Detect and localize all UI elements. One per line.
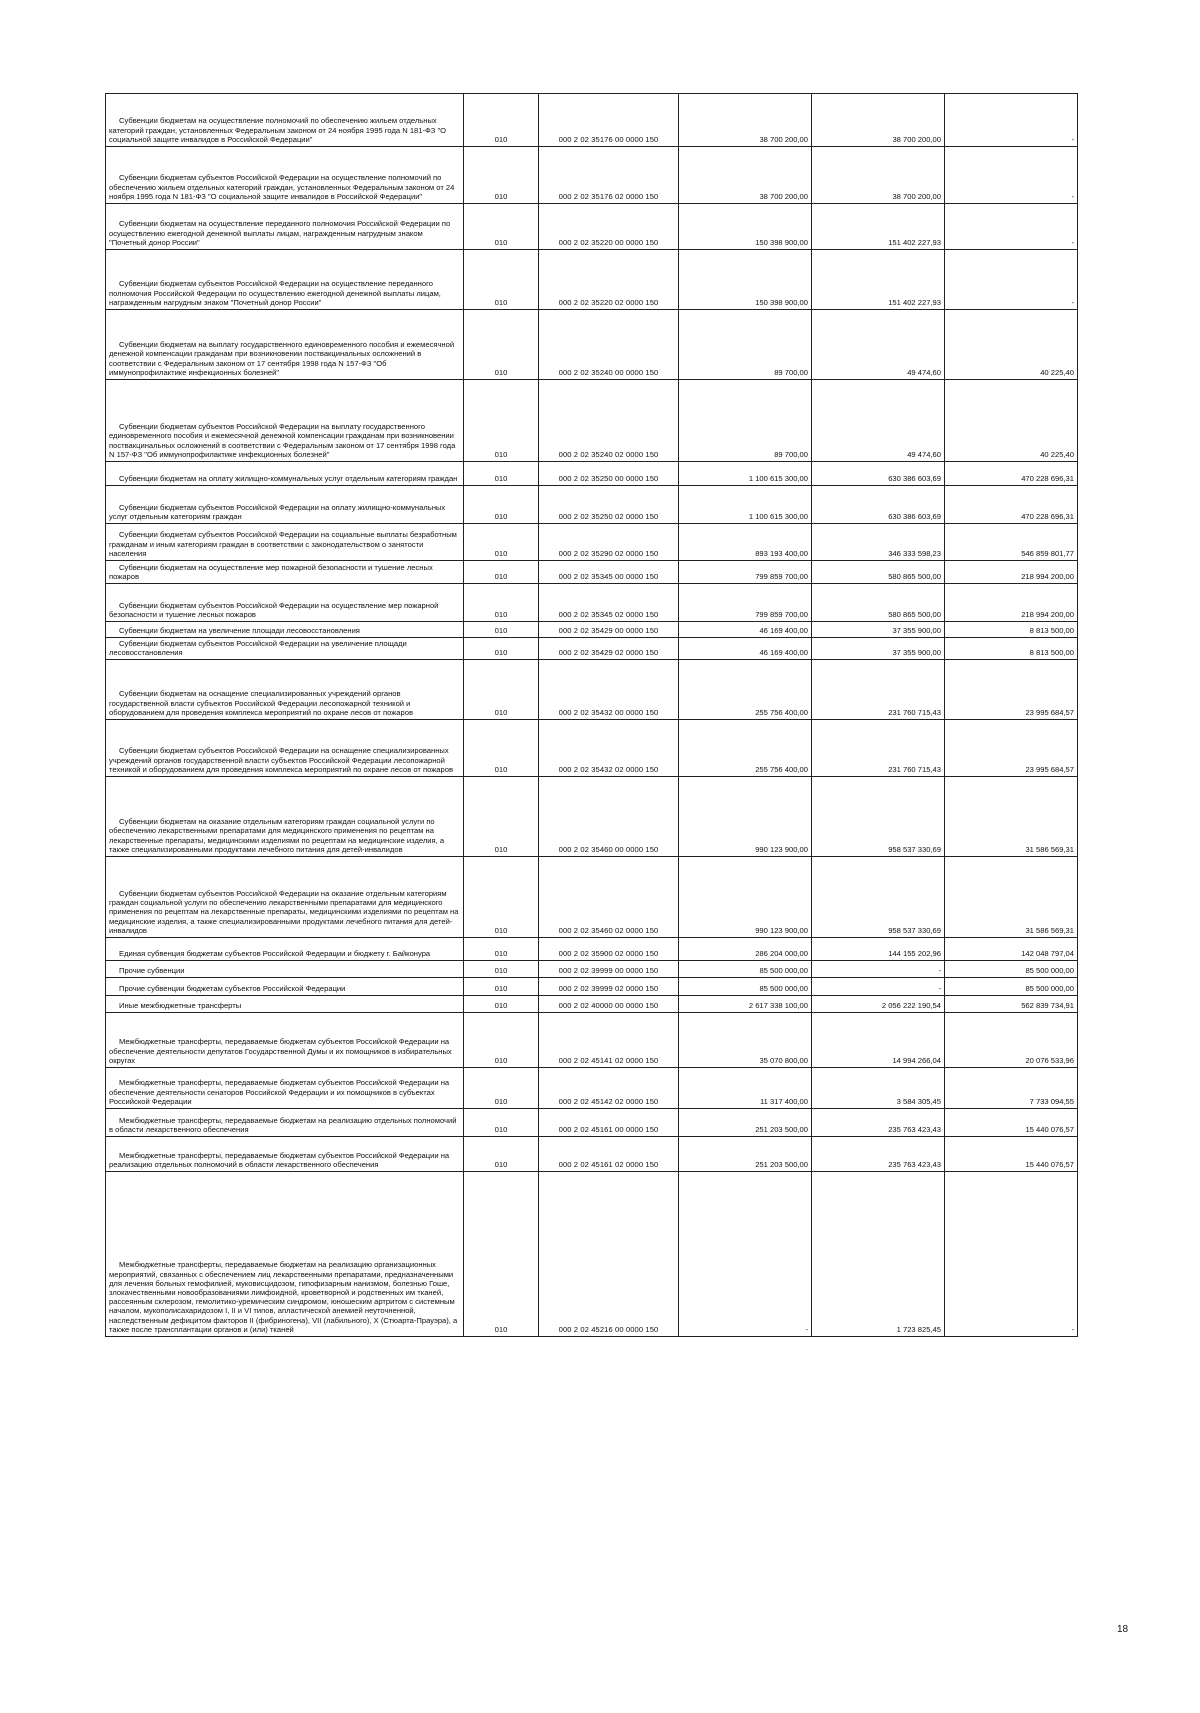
row-name-cell (106, 561, 464, 584)
row-name-text: Субвенции бюджетам на осуществление полномочий по обеспечению жильем отдельных категорий граждан, установленных Федеральным законом от 24 ноября 1995 года N 181-ФЗ "О социальной защите инвалидов в Российской Федерации" (109, 116, 447, 144)
row-name-cell (106, 857, 464, 938)
table-row (106, 380, 1078, 462)
row-name-text: Субвенции бюджетам на оказание отдельным категориям граждан социальной услуги по обеспечению лекарственными препаратами для медицинского применения по рецептам на лекарственные препараты, медицинскими изделиями по рецептам на медицинские изделия, а также специализированными продуктами лечебного питания для детей-инвалидов (109, 817, 445, 854)
row-executed-cell: 151 402 227,93 (812, 204, 945, 250)
row-executed-cell: 235 763 423,43 (812, 1109, 945, 1137)
row-unexecuted-cell: - (945, 147, 1078, 204)
row-name-text: Прочие субвенции бюджетам субъектов Российской Федерации (119, 983, 346, 993)
row-unexecuted-cell: - (945, 94, 1078, 147)
row-approved-cell: 251 203 500,00 (679, 1109, 812, 1137)
row-kbk-cell: 000 2 02 35432 02 0000 150 (539, 720, 679, 777)
row-name-text: Субвенции бюджетам субъектов Российской Федерации на осуществление мер пожарной безопасности и тушение лесных пожаров (109, 600, 439, 619)
row-name-text: Субвенции бюджетам субъектов Российской Федерации на оснащение специализированных учреждений органов государственной власти субъектов Российской Федерации лесопожарной техникой и оборудованием для проведения комплекса мероприятий по охране лесов от пожаров (109, 746, 454, 774)
row-kbk-cell: 000 2 02 45142 02 0000 150 (539, 1068, 679, 1109)
table-row (106, 1013, 1078, 1068)
row-name-cell (106, 1109, 464, 1137)
row-unexecuted-cell: 142 048 797,04 (945, 938, 1078, 961)
row-name-cell (106, 622, 464, 638)
row-code-cell: 010 (464, 1013, 539, 1068)
row-code-cell: 010 (464, 204, 539, 250)
row-unexecuted-cell: 15 440 076,57 (945, 1109, 1078, 1137)
row-approved-cell: 1 100 615 300,00 (679, 462, 812, 486)
row-name-text: Субвенции бюджетам на осуществление переданного полномочия Российской Федерации по осуществлению ежегодной денежной выплаты лицам, награжденным нагрудным знаком "Почетный донор России" (109, 219, 451, 247)
row-executed-cell: 630 386 603,69 (812, 462, 945, 486)
row-executed-cell: 630 386 603,69 (812, 486, 945, 524)
row-approved-cell: 38 700 200,00 (679, 94, 812, 147)
row-approved-cell: 46 169 400,00 (679, 638, 812, 660)
row-approved-cell: 150 398 900,00 (679, 250, 812, 310)
row-code-cell: 010 (464, 996, 539, 1013)
row-approved-cell: 2 617 338 100,00 (679, 996, 812, 1013)
budget-execution-table (105, 93, 1078, 1337)
row-kbk-cell: 000 2 02 35290 02 0000 150 (539, 524, 679, 561)
table-row (106, 978, 1078, 996)
row-name-cell (106, 380, 464, 462)
row-code-cell: 010 (464, 584, 539, 622)
row-unexecuted-cell: - (945, 204, 1078, 250)
row-code-cell: 010 (464, 1109, 539, 1137)
table-row (106, 204, 1078, 250)
row-name-text: Межбюджетные трансферты, передаваемые бюджетам субъектов Российской Федерации на реализацию отдельных полномочий в области лекарственного обеспечения (109, 1150, 450, 1169)
row-code-cell: 010 (464, 524, 539, 561)
row-code-cell: 010 (464, 961, 539, 978)
row-approved-cell: 255 756 400,00 (679, 720, 812, 777)
row-name-cell (106, 1172, 464, 1337)
row-approved-cell: 150 398 900,00 (679, 204, 812, 250)
row-kbk-cell: 000 2 02 35240 02 0000 150 (539, 380, 679, 462)
table-row (106, 486, 1078, 524)
row-unexecuted-cell: 8 813 500,00 (945, 638, 1078, 660)
row-kbk-cell: 000 2 02 35432 00 0000 150 (539, 660, 679, 720)
row-executed-cell: 49 474,60 (812, 310, 945, 380)
row-name-text: Единая субвенция бюджетам субъектов Российской Федерации и бюджету г. Байконура (119, 948, 431, 958)
row-executed-cell: 2 056 222 190,54 (812, 996, 945, 1013)
row-approved-cell: 89 700,00 (679, 310, 812, 380)
row-executed-cell: 37 355 900,00 (812, 622, 945, 638)
row-executed-cell: 958 537 330,69 (812, 777, 945, 857)
row-kbk-cell: 000 2 02 39999 02 0000 150 (539, 978, 679, 996)
row-executed-cell: 580 865 500,00 (812, 584, 945, 622)
row-executed-cell: 144 155 202,96 (812, 938, 945, 961)
row-code-cell: 010 (464, 978, 539, 996)
row-kbk-cell: 000 2 02 35250 00 0000 150 (539, 462, 679, 486)
row-name-cell (106, 462, 464, 486)
row-approved-cell: 89 700,00 (679, 380, 812, 462)
row-executed-cell: 151 402 227,93 (812, 250, 945, 310)
row-code-cell: 010 (464, 250, 539, 310)
row-name-text: Субвенции бюджетам субъектов Российской Федерации на осуществление полномочий по обеспечению жильем отдельных категорий граждан, установленных Федеральным законом от 24 ноября 1995 года N 181-ФЗ "О социальной защите инвалидов в Российской Федерации" (109, 173, 455, 201)
row-code-cell: 010 (464, 462, 539, 486)
row-name-text: Прочие субвенции (119, 965, 185, 975)
row-code-cell: 010 (464, 938, 539, 961)
row-unexecuted-cell: 470 228 696,31 (945, 486, 1078, 524)
row-unexecuted-cell: 15 440 076,57 (945, 1137, 1078, 1172)
row-unexecuted-cell: 85 500 000,00 (945, 961, 1078, 978)
row-approved-cell: 251 203 500,00 (679, 1137, 812, 1172)
row-executed-cell: - (812, 961, 945, 978)
row-kbk-cell: 000 2 02 35220 00 0000 150 (539, 204, 679, 250)
row-name-text: Субвенции бюджетам субъектов Российской Федерации на оказание отдельным категориям граждан социальной услуги по обеспечению лекарственными препаратами для медицинского применения по рецептам на лекарственные препараты, медицинскими изделиями по рецептам на медицинские изделия, а также специализированными продуктами лечебного питания для детей-инвалидов (109, 888, 459, 935)
row-unexecuted-cell: - (945, 250, 1078, 310)
row-kbk-cell: 000 2 02 35900 02 0000 150 (539, 938, 679, 961)
row-kbk-cell: 000 2 02 35220 02 0000 150 (539, 250, 679, 310)
row-approved-cell: 85 500 000,00 (679, 961, 812, 978)
row-name-text: Межбюджетные трансферты, передаваемые бюджетам субъектов Российской Федерации на обеспечение деятельности сенаторов Российской Федерации и их помощников в субъектах Российской Федерации (109, 1078, 450, 1106)
row-approved-cell: 286 204 000,00 (679, 938, 812, 961)
table-row (106, 996, 1078, 1013)
row-approved-cell: 990 123 900,00 (679, 857, 812, 938)
row-name-text: Субвенции бюджетам на осуществление мер пожарной безопасности и тушение лесных пожаров (109, 562, 433, 581)
row-executed-cell: 580 865 500,00 (812, 561, 945, 584)
row-unexecuted-cell: 8 813 500,00 (945, 622, 1078, 638)
table-row (106, 524, 1078, 561)
table-row (106, 622, 1078, 638)
row-name-text: Субвенции бюджетам на увеличение площади лесовосстановления (119, 625, 360, 635)
row-unexecuted-cell: 85 500 000,00 (945, 978, 1078, 996)
row-name-cell (106, 1013, 464, 1068)
table-row (106, 938, 1078, 961)
row-approved-cell: 35 070 800,00 (679, 1013, 812, 1068)
row-executed-cell: 14 994 266,04 (812, 1013, 945, 1068)
row-unexecuted-cell: 218 994 200,00 (945, 584, 1078, 622)
row-code-cell: 010 (464, 147, 539, 204)
row-name-cell (106, 978, 464, 996)
row-code-cell: 010 (464, 310, 539, 380)
row-code-cell: 010 (464, 561, 539, 584)
row-unexecuted-cell: 20 076 533,96 (945, 1013, 1078, 1068)
row-kbk-cell: 000 2 02 35240 00 0000 150 (539, 310, 679, 380)
row-name-cell (106, 961, 464, 978)
row-code-cell: 010 (464, 660, 539, 720)
row-code-cell: 010 (464, 1172, 539, 1337)
row-executed-cell: 38 700 200,00 (812, 147, 945, 204)
row-approved-cell: - (679, 1172, 812, 1337)
table-row (106, 857, 1078, 938)
table-row (106, 94, 1078, 147)
page-number: 18 (1117, 1624, 1129, 1635)
row-code-cell: 010 (464, 380, 539, 462)
row-approved-cell: 799 859 700,00 (679, 584, 812, 622)
row-name-text: Субвенции бюджетам субъектов Российской Федерации на социальные выплаты безработным гражданам и иным категориям граждан в соответствии с законодательством о занятости населения (109, 530, 457, 558)
row-name-text: Иные межбюджетные трансферты (119, 1000, 242, 1010)
row-kbk-cell: 000 2 02 40000 00 0000 150 (539, 996, 679, 1013)
row-code-cell: 010 (464, 777, 539, 857)
row-unexecuted-cell: 7 733 094,55 (945, 1068, 1078, 1109)
row-name-text: Субвенции бюджетам субъектов Российской Федерации на осуществление переданного полномочия Российской Федерации по осуществлению ежегодной денежной выплаты лицам, награжденным нагрудным знаком "Почетный донор России" (109, 279, 441, 307)
row-name-cell (106, 524, 464, 561)
row-approved-cell: 11 317 400,00 (679, 1068, 812, 1109)
row-unexecuted-cell: 23 995 684,57 (945, 720, 1078, 777)
row-code-cell: 010 (464, 857, 539, 938)
row-name-cell (106, 147, 464, 204)
row-executed-cell: 346 333 598,23 (812, 524, 945, 561)
table-row (106, 1068, 1078, 1109)
row-kbk-cell: 000 2 02 45161 02 0000 150 (539, 1137, 679, 1172)
row-name-text: Субвенции бюджетам субъектов Российской Федерации на увеличение площади лесовосстановления (109, 638, 407, 657)
row-name-cell (106, 250, 464, 310)
row-name-text: Межбюджетные трансферты, передаваемые бюджетам на реализацию организационных мероприятий, связанных с обеспечением лиц лекарственными препаратами, предназначенными для лечения больных гемофилией, муковисцидозом, гипофизарным нанизмом, болезнью Гоше, злокачественными новообразованиями лимфоидной, кроветворной и родственных им тканей, рассеянным склерозом, гемолитико-уремическим синдромом, юношеским артритом с системным началом, мукополисахаридозом I, II и VI типов, апластической анемией неуточненной, наследственным дефицитом факторов II (фибриногена), VII (лабильного), X (Стюарта-Прауэра), а также после трансплантации органов и (или) тканей (109, 1260, 458, 1334)
table-row (106, 310, 1078, 380)
row-unexecuted-cell: 470 228 696,31 (945, 462, 1078, 486)
row-kbk-cell: 000 2 02 35460 02 0000 150 (539, 857, 679, 938)
row-executed-cell: 231 760 715,43 (812, 720, 945, 777)
row-unexecuted-cell: 40 225,40 (945, 310, 1078, 380)
row-name-cell (106, 720, 464, 777)
row-unexecuted-cell: 218 994 200,00 (945, 561, 1078, 584)
row-executed-cell: 231 760 715,43 (812, 660, 945, 720)
row-name-cell (106, 938, 464, 961)
row-code-cell: 010 (464, 486, 539, 524)
table-row (106, 250, 1078, 310)
table-row (106, 720, 1078, 777)
row-name-text: Субвенции бюджетам субъектов Российской Федерации на выплату государственного единовременного пособия и ежемесячной денежной компенсации гражданам при возникновении поствакцинальных осложнений в соответствии с Федеральным законом от 17 сентября 1998 года N 157-ФЗ "Об иммунопрофилактике инфекционных болезней" (109, 422, 456, 459)
row-name-cell (106, 996, 464, 1013)
row-unexecuted-cell: 546 859 801,77 (945, 524, 1078, 561)
table-row (106, 1109, 1078, 1137)
table-row (106, 147, 1078, 204)
table-row (106, 660, 1078, 720)
table-row (106, 1172, 1078, 1337)
row-executed-cell: 235 763 423,43 (812, 1137, 945, 1172)
row-approved-cell: 255 756 400,00 (679, 660, 812, 720)
row-kbk-cell: 000 2 02 35176 00 0000 150 (539, 94, 679, 147)
row-code-cell: 010 (464, 622, 539, 638)
row-kbk-cell: 000 2 02 45161 00 0000 150 (539, 1109, 679, 1137)
row-name-text: Субвенции бюджетам на оплату жилищно-коммунальных услуг отдельным категориям граждан (119, 473, 458, 483)
row-name-cell (106, 204, 464, 250)
row-code-cell: 010 (464, 720, 539, 777)
row-name-text: Субвенции бюджетам на оснащение специализированных учреждений органов государственной власти субъектов Российской Федерации лесопожарной техникой и оборудованием для проведения комплекса мероприятий по охране лесов от пожаров (109, 689, 413, 717)
row-kbk-cell: 000 2 02 35460 00 0000 150 (539, 777, 679, 857)
row-name-cell (106, 486, 464, 524)
table-row (106, 584, 1078, 622)
row-name-cell (106, 660, 464, 720)
row-unexecuted-cell: 31 586 569,31 (945, 857, 1078, 938)
row-kbk-cell: 000 2 02 35345 00 0000 150 (539, 561, 679, 584)
table-row (106, 777, 1078, 857)
row-kbk-cell: 000 2 02 35429 02 0000 150 (539, 638, 679, 660)
row-executed-cell: 37 355 900,00 (812, 638, 945, 660)
row-code-cell: 010 (464, 1137, 539, 1172)
row-code-cell: 010 (464, 94, 539, 147)
row-name-cell (106, 584, 464, 622)
row-unexecuted-cell: 40 225,40 (945, 380, 1078, 462)
row-unexecuted-cell: - (945, 1172, 1078, 1337)
row-name-cell (106, 1137, 464, 1172)
row-approved-cell: 46 169 400,00 (679, 622, 812, 638)
row-approved-cell: 38 700 200,00 (679, 147, 812, 204)
table-row (106, 638, 1078, 660)
row-approved-cell: 990 123 900,00 (679, 777, 812, 857)
row-code-cell: 010 (464, 1068, 539, 1109)
row-executed-cell: 3 584 305,45 (812, 1068, 945, 1109)
row-executed-cell: 49 474,60 (812, 380, 945, 462)
row-approved-cell: 85 500 000,00 (679, 978, 812, 996)
table-row (106, 561, 1078, 584)
table-row (106, 1137, 1078, 1172)
row-executed-cell: 958 537 330,69 (812, 857, 945, 938)
row-kbk-cell: 000 2 02 35250 02 0000 150 (539, 486, 679, 524)
row-executed-cell: 1 723 825,45 (812, 1172, 945, 1337)
row-name-cell (106, 94, 464, 147)
row-kbk-cell: 000 2 02 39999 00 0000 150 (539, 961, 679, 978)
row-code-cell: 010 (464, 638, 539, 660)
table-row (106, 961, 1078, 978)
table-row (106, 462, 1078, 486)
row-name-cell (106, 777, 464, 857)
row-kbk-cell: 000 2 02 45141 02 0000 150 (539, 1013, 679, 1068)
row-kbk-cell: 000 2 02 35176 02 0000 150 (539, 147, 679, 204)
row-executed-cell: 38 700 200,00 (812, 94, 945, 147)
row-unexecuted-cell: 562 839 734,91 (945, 996, 1078, 1013)
row-kbk-cell: 000 2 02 35429 00 0000 150 (539, 622, 679, 638)
row-unexecuted-cell: 23 995 684,57 (945, 660, 1078, 720)
row-name-text: Межбюджетные трансферты, передаваемые бюджетам субъектов Российской Федерации на обеспечение деятельности депутатов Государственной Думы и их помощников в избирательных округах (109, 1037, 452, 1065)
row-approved-cell: 1 100 615 300,00 (679, 486, 812, 524)
row-unexecuted-cell: 31 586 569,31 (945, 777, 1078, 857)
row-name-text: Субвенции бюджетам на выплату государственного единовременного пособия и ежемесячной денежной компенсации гражданам при возникновении поствакцинальных осложнений в соответствии с Федеральным законом от 17 сентября 1998 года N 157-ФЗ "Об иммунопрофилактике инфекционных болезней" (109, 340, 455, 377)
row-name-text: Межбюджетные трансферты, передаваемые бюджетам на реализацию отдельных полномочий в области лекарственного обеспечения (109, 1115, 457, 1134)
row-name-cell (106, 638, 464, 660)
row-approved-cell: 893 193 400,00 (679, 524, 812, 561)
row-approved-cell: 799 859 700,00 (679, 561, 812, 584)
row-kbk-cell: 000 2 02 45216 00 0000 150 (539, 1172, 679, 1337)
row-name-cell (106, 1068, 464, 1109)
row-name-text: Субвенции бюджетам субъектов Российской Федерации на оплату жилищно-коммунальных услуг отдельным категориям граждан (109, 502, 446, 521)
row-kbk-cell: 000 2 02 35345 02 0000 150 (539, 584, 679, 622)
row-name-cell (106, 310, 464, 380)
row-executed-cell: - (812, 978, 945, 996)
